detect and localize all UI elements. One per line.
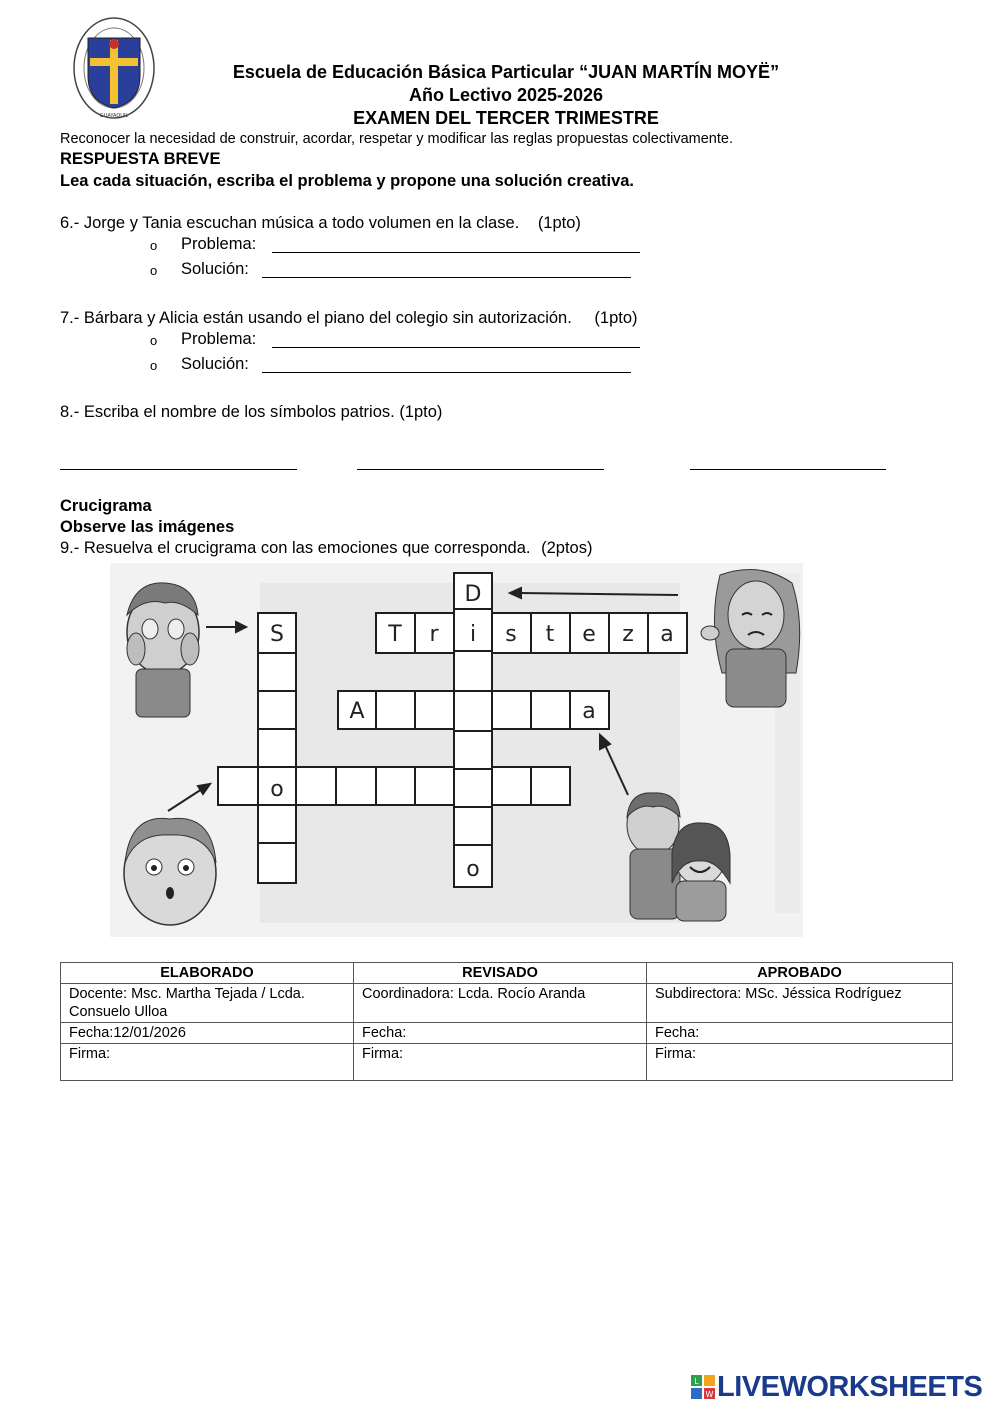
symbol-answer-line-3[interactable]: [690, 469, 886, 470]
section-title: RESPUESTA BREVE: [60, 150, 221, 168]
crossword-cell: [454, 807, 492, 845]
table-header-row: [61, 963, 953, 984]
table-cell: Subdirectora: MSc. Jéssica Rodríguez: [647, 984, 953, 1023]
letter-a-start: A: [349, 699, 365, 724]
question-6-text: 6.- Jorge y Tania escuchan música a todo volumen en la clase.: [60, 214, 520, 232]
letter-i: i: [469, 622, 477, 647]
table-cell: Docente: Msc. Martha Tejada / Lcda. Consuelo Ulloa: [61, 984, 354, 1023]
question-9-points: (2ptos): [541, 539, 593, 557]
letter-a: a: [660, 622, 674, 647]
crossword-cell: [492, 691, 531, 729]
bullet-icon: o: [150, 238, 158, 253]
svg-text:GUAYAQUIL: GUAYAQUIL: [99, 113, 129, 119]
objective-text: Reconocer la necesidad de construir, acordar, respetar y modificar las reglas propuestas colectivamente.: [60, 131, 733, 147]
svg-text:W: W: [705, 1390, 714, 1399]
crossword-cell: [454, 769, 492, 807]
question-7-points: (1pto): [594, 309, 638, 327]
crossword-cell: [258, 729, 296, 767]
crossword-cell: [376, 691, 415, 729]
q7-problem-answer-line[interactable]: [272, 347, 640, 348]
letter-o-row: o: [270, 777, 284, 802]
question-6-points: (1pto): [537, 214, 581, 232]
q6-problem-label: Problema:: [181, 235, 257, 253]
table-row: [61, 1023, 953, 1044]
letter-o-bottom: o: [466, 857, 480, 882]
crossword-cell: [218, 767, 258, 805]
table-row: [61, 1044, 953, 1081]
table-header: APROBADO: [647, 963, 953, 984]
letter-r: r: [429, 622, 439, 647]
table-cell: Firma:: [354, 1044, 647, 1081]
question-9-text: 9.- Resuelva el crucigrama con las emociones que corresponda.: [60, 539, 531, 557]
symbol-answer-line-2[interactable]: [357, 469, 604, 470]
q6-solution-label: Solución:: [181, 260, 249, 278]
bullet-icon: o: [150, 263, 158, 278]
crossword-cell: [296, 767, 336, 805]
q7-problem-label: Problema:: [181, 330, 257, 348]
section-instruction: Lea cada situación, escriba el problema y propone una solución creativa.: [60, 172, 635, 190]
table-row: [61, 984, 953, 1023]
question-7-text: 7.- Bárbara y Alicia están usando el piano del colegio sin autorización.: [60, 309, 572, 327]
table-header: ELABORADO: [61, 963, 354, 984]
question-8-text: 8.- Escriba el nombre de los símbolos patrios. (1pto): [60, 403, 443, 421]
bullet-icon: o: [150, 333, 158, 348]
crossword-title: Crucigrama: [60, 497, 152, 515]
svg-text:L: L: [694, 1377, 699, 1386]
letter-s: s: [505, 622, 517, 647]
crossword-image: [110, 563, 803, 937]
crossword-cell: [454, 691, 492, 731]
table-header: REVISADO: [354, 963, 647, 984]
question-6: [60, 213, 581, 233]
bullet-icon: o: [150, 358, 158, 373]
table-cell: Firma:: [61, 1044, 354, 1081]
question-7: [60, 308, 638, 328]
approval-table: [60, 962, 953, 1081]
crossword-cell: [258, 691, 296, 729]
crossword-cell: [492, 767, 531, 805]
letter-t: T: [388, 622, 402, 647]
crossword-cell: [454, 731, 492, 769]
table-cell: Coordinadora: Lcda. Rocío Aranda: [354, 984, 647, 1023]
letter-e: e: [582, 622, 596, 647]
letter-t: t: [545, 622, 555, 647]
letter-a-end: a: [582, 699, 596, 724]
crossword-cell: [531, 767, 570, 805]
crossword-cell: [531, 691, 570, 729]
crossword-subtitle: Observe las imágenes: [60, 518, 235, 536]
letter-d: D: [464, 582, 482, 607]
table-cell: Fecha:: [647, 1023, 953, 1044]
liveworksheets-brand[interactable]: LIVEWORKSHEETS: [717, 1371, 983, 1403]
q6-solution-answer-line[interactable]: [262, 277, 631, 278]
q7-solution-label: Solución:: [181, 355, 249, 373]
table-cell: Fecha:: [354, 1023, 647, 1044]
crossword-cell: [336, 767, 376, 805]
q6-problem-answer-line[interactable]: [272, 252, 640, 253]
crossword-cell: [415, 691, 454, 729]
crossword-cell: [454, 651, 492, 691]
crossword-cell: [415, 767, 454, 805]
question-9: [60, 538, 592, 558]
surprised-boy-illustration: [124, 818, 216, 925]
crossword-cell: [258, 653, 296, 691]
symbol-answer-line-1[interactable]: [60, 469, 297, 470]
school-name: Escuela de Educación Básica Particular “JUAN MARTÍN MOYË”: [232, 62, 780, 82]
table-cell: Fecha:12/01/2026: [61, 1023, 354, 1044]
scared-boy-illustration: [127, 583, 199, 717]
academic-year: Año Lectivo 2025-2026: [408, 85, 604, 105]
letter-s: S: [270, 622, 284, 647]
exam-title: EXAMEN DEL TERCER TRIMESTRE: [353, 108, 659, 128]
crossword-cell: [258, 843, 296, 883]
letter-z: z: [622, 622, 634, 647]
liveworksheets-logo-icon: [691, 1375, 715, 1399]
crossword-cell: [376, 767, 415, 805]
q7-solution-answer-line[interactable]: [262, 372, 631, 373]
crossword-cell: [258, 805, 296, 843]
school-logo: [70, 14, 158, 122]
table-cell: Firma:: [647, 1044, 953, 1081]
